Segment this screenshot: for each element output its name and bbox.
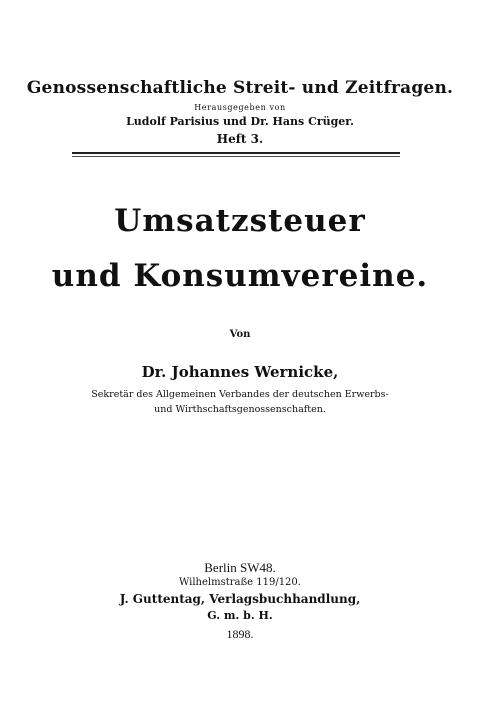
author-position-line-2: und Wirthschaftsgenossenschaften. <box>154 404 326 415</box>
issue-number: Heft 3. <box>216 132 264 146</box>
divider-rule-thin <box>72 156 400 157</box>
book-title-line-1: Umsatzsteuer <box>114 203 366 239</box>
series-title: Genossenschaftliche Streit- und Zeitfragen. <box>26 78 454 98</box>
book-title-line-2: und Konsumvereine. <box>51 258 429 294</box>
editor-intro: Herausgegeben von <box>194 103 286 112</box>
divider-rule <box>72 152 400 154</box>
editors: Ludolf Parisius und Dr. Hans Crüger. <box>126 115 354 128</box>
imprint-year: 1898. <box>226 627 254 641</box>
imprint-city: Berlin SW48. <box>204 560 276 575</box>
author-position-line-1: Sekretär des Allgemeinen Verbandes der deutschen Erwerbs- <box>91 389 389 400</box>
imprint-street: Wilhelmstraße 119/120. <box>179 577 301 588</box>
imprint-company: G. m. b. H. <box>207 609 273 622</box>
author-name: Dr. Johannes Wernicke, <box>141 363 339 381</box>
by-label: Von <box>229 329 251 340</box>
imprint-publisher: J. Guttentag, Verlagsbuchhandlung, <box>119 592 361 606</box>
